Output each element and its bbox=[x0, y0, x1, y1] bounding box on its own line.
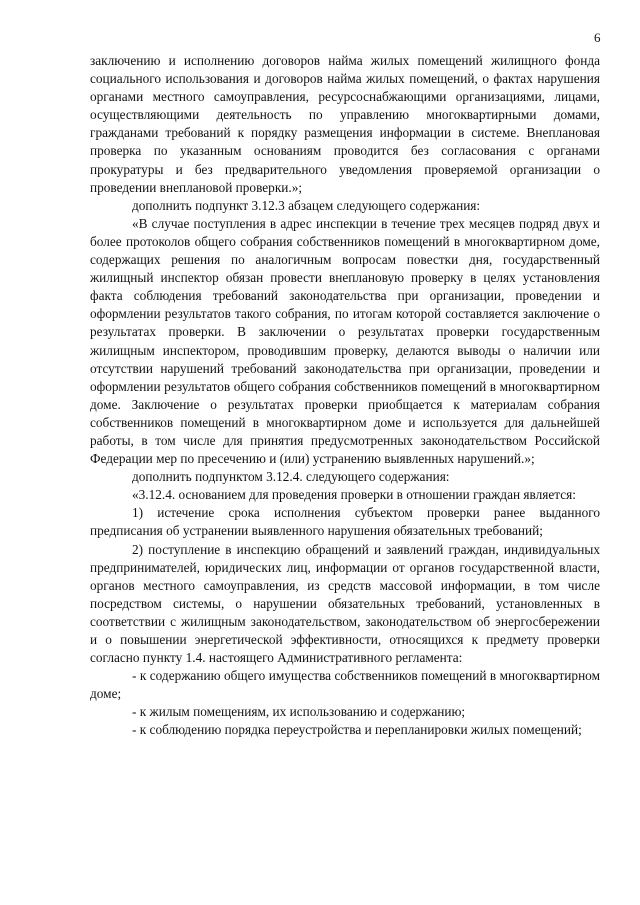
paragraph-quote-inspection: «В случае поступления в адрес инспекции в течение трех месяцев подряд двух и более протоколов общего собрания собственников помещений в многоквартирном доме, содержащих решения по аналогичным вопросам повестки дня, государственный жилищный инспектор обязан провести внеплановую проверку в целях установления факта соблюдения требований законодательства при организации, проведении и оформлении результатов такого собрания, по итогам которой составляется заключение о результатах проверки. В заключении о результатах проверки государственным жилищным инспектором, проводившим проверку, делаются выводы о наличии или отсутствии нарушений требований законодательства при организации, проведении и оформлении результатов общего собрания собственников помещений в многоквартирном доме. Заключение о результатах проверки приобщается к материалам собрания собственников помещений в многоквартирном доме и используется для дальнейшей работы, в том числе для принятия предусмотренных законодательством Российской Федерации мер по пресечению и (или) устранению выявленных нарушений.»; bbox=[90, 215, 600, 467]
paragraph-amend-3-12-3: дополнить подпункт 3.12.3 абзацем следующего содержания: bbox=[132, 197, 481, 213]
sub-item-common-property: - к содержанию общего имущества собственников помещений в многоквартирном доме; bbox=[90, 668, 600, 702]
paragraph-continuation: заключению и исполнению договоров найма жилых помещений жилищного фонда социального использования и договоров найма жилых помещений, о фактах нарушения органами местного самоуправления, ресурсоснабжающими организациями, лицами, осуществляющими деятельность по управлению многоквартирными домами, гражданами требований к порядку размещения информации в системе. Внеплановая проверка по указанным основаниям проводится без согласования с органами прокуратуры и без предварительного уведомления проверяемой организации о проведении внеплановой проверки.»; bbox=[90, 53, 600, 195]
sub-item-reconstruction: - к соблюдению порядка переустройства и перепланировки жилых помещений; bbox=[132, 722, 582, 738]
list-item-2: 2) поступление в инспекцию обращений и заявлений граждан, индивидуальных предпринимателей, юридических лиц, информации от органов государственной власти, органов местного самоуправления, из средств массовой информации, в том числе посредством системы, о нарушении обязательных требований, установленных в соответствии с жилищным законодательством, законодательством об энергосбережении и о повышении энергетической эффективности, относящихся к предмету проверки согласно пункту 1.4. настоящего Административного регламента: bbox=[90, 541, 600, 666]
paragraph-amend-3-12-4: дополнить подпунктом 3.12.4. следующего содержания: bbox=[132, 469, 450, 485]
paragraph-3-12-4-basis: «3.12.4. основанием для проведения проверки в отношении граждан является: bbox=[132, 487, 576, 503]
sub-item-residential: - к жилым помещениям, их использованию и содержанию; bbox=[132, 704, 466, 720]
page-number: 6 bbox=[594, 30, 601, 45]
list-item-1: 1) истечение срока исполнения субъектом проверки ранее выданного предписания об устранении выявленного нарушения обязательных требований; bbox=[90, 505, 600, 539]
